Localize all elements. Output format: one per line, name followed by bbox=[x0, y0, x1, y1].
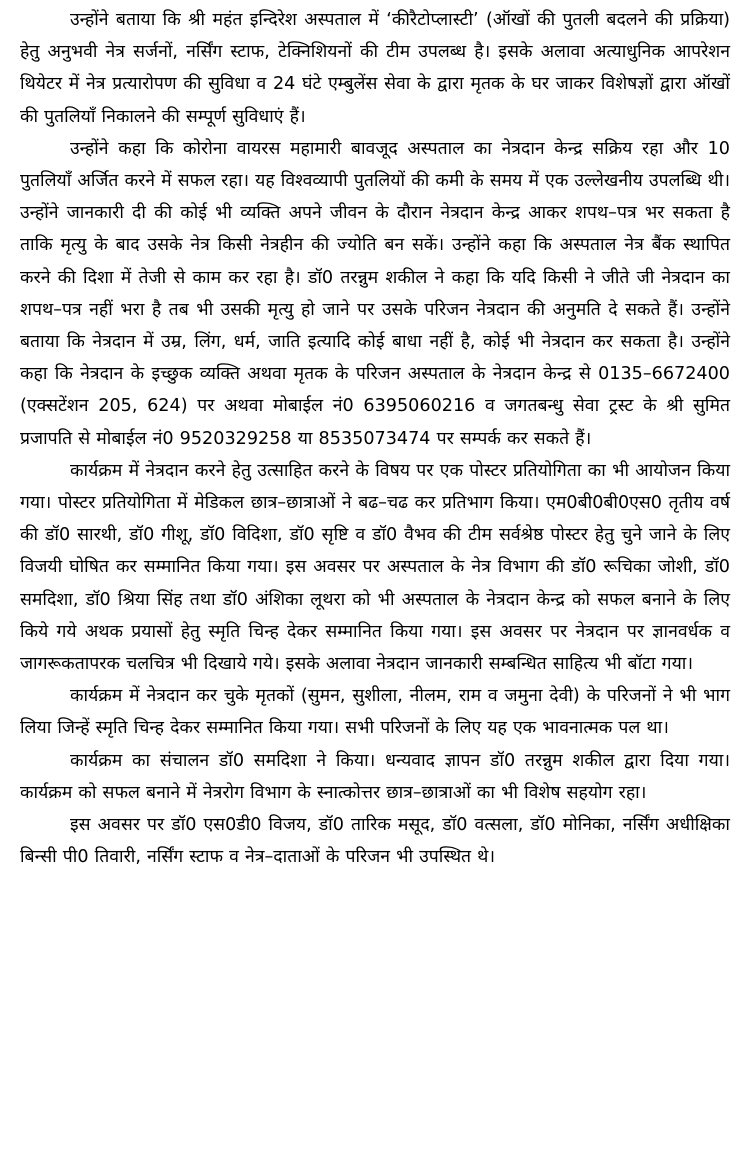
paragraph-poster-competition: कार्यक्रम में नेत्रदान करने हेतु उत्साहित करने के विषय पर एक पोस्टर प्रतियोगिता का भी आयोजन किया गया। पोस्टर प्रतियोगिता में मेडिकल छात्र–छात्राओं ने बढ–चढ कर प्रतिभाग किया। एम0बी0बी0एस0 तृतीय वर्ष की डॉ0 सारथी, डॉ0 गीशू, डॉ0 विदिशा, डॉ0 सृष्टि व डॉ0 वैभव की टीम सर्वश्रेष्ठ पोस्टर हेतु चुने जाने के लिए विजयी घोषित कर सम्मानित किया गया। इस अवसर पर अस्पताल के नेत्र विभाग की डॉ0 रूचिका जोशी, डॉ0 समदिशा, डॉ0 श्रिया सिंह तथा डॉ0 अंशिका लूथरा को भी अस्पताल के नेत्रदान केन्द्र को सफल बनाने के लिए किये गये अथक प्रयासों हेतु स्मृति चिन्ह देकर सम्मानित किया गया। इस अवसर पर नेत्रदान पर ज्ञानवर्धक व जागरूकतापरक चलचित्र भी दिखाये गये। इसके अलावा नेत्रदान जानकारी सम्बन्धित साहित्य भी बॉटा गया। bbox=[20, 460, 730, 675]
paragraph-keratoplasty-facilities: उन्होंने बताया कि श्री महंत इन्दिरेश अस्पताल में ‘कीरैटोप्लास्टी’ (ऑखों की पुतली बदलने की प्रक्रिया) हेतु अनुभवी नेत्र सर्जनों, नर्सिंग स्टाफ, टेक्निशियनों की टीम उपलब्ध है। इसके अलावा अत्याधुनिक आपरेशन थियेटर में नेत्र प्रत्यारोपण की सुविधा व 24 घंटे एम्बुलेंस सेवा के द्वारा मृतक के घर जाकर विशेषज्ञों द्वारा ऑखों की पुतलियॉं निकालने की सम्पूर्ण सुविधाएं हैं। bbox=[20, 10, 730, 127]
paragraph-attendees: इस अवसर पर डॉ0 एस0डी0 विजय, डॉ0 तारिक मसूद, डॉ0 वत्सला, डॉ0 मोनिका, नर्सिंग अधीक्षिका बिन्सी पी0 तिवारी, नर्सिंग स्टाफ व नेत्र–दाताओं के परिजन भी उपस्थित थे। bbox=[20, 815, 730, 868]
paragraph-eye-donation-centre: उन्होंने कहा कि कोरोना वायरस महामारी बावजूद अस्पताल का नेत्रदान केन्द्र सक्रिय रहा और 10 पुतलियॉं अर्जित करने में सफल रहा। यह विश्वव्यापी पुतलियों की कमी के समय में एक उल्लेखनीय उपलब्धि थी। उन्होंने जानकारी दी की कोई भी व्यक्ति अपने जीवन के दौरान नेत्रदान केन्द्र आकर शपथ–पत्र भर सकता है ताकि मृत्यु के बाद उसके नेत्र किसी नेत्रहीन की ज्योति बन सकें। उन्होंने कहा कि अस्पताल नेत्र बैंक स्थापित करने की दिशा में तेजी से काम कर रहा है। डॉ0 तरन्नुम शकील ने कहा कि यदि किसी ने जीते जी नेत्रदान का शपथ–पत्र नहीं भरा है तब भी उसकी मृत्यु हो जाने पर उसके परिजन नेत्रदान की अनुमति दे सकते हैं। उन्होंने बताया कि नेत्रदान में उम्र, लिंग, धर्म, जाति इत्यादि कोई बाधा नहीं है, कोई भी नेत्रदान कर सकता है। उन्होंने कहा कि नेत्रदान के इच्छुक व्यक्ति अथवा मृतक के परिजन अस्पताल के नेत्रदान केन्द्र से 0135–6672400 (एक्सटेंशन 205, 624) पर अथवा मोबाईल नं0 6395060216 व जगतबन्धु सेवा ट्रस्ट के श्री सुमित प्रजापति से मोबाईल नं0 9520329258 या 8535073474 पर सम्पर्क कर सकते हैं। bbox=[20, 138, 730, 449]
paragraph-program-conduct: कार्यक्रम का संचालन डॉ0 समदिशा ने किया। धन्यवाद ज्ञापन डॉ0 तरन्नुम शकील द्वारा दिया गया। कार्यक्रम को सफल बनाने में नेत्ररोग विभाग के स्नात्कोत्तर छात्र–छात्राओं का भी विशेष सहयोग रहा। bbox=[20, 750, 730, 803]
paragraph-donor-families: कार्यक्रम में नेत्रदान कर चुके मृतकों (सुमन, सुशीला, नीलम, राम व जमुना देवी) के परिजनों ने भी भाग लिया जिन्हें स्मृति चिन्ह देकर सम्मानित किया गया। सभी परिजनों के लिए यह एक भावनात्मक पल था। bbox=[20, 686, 730, 739]
